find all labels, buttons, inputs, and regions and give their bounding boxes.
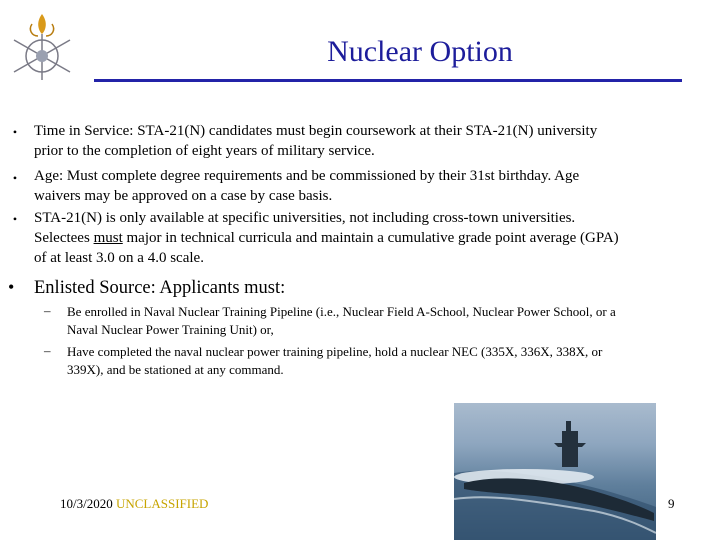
bullet-label: Age: <box>34 168 64 184</box>
bullet-text: prior to the completion of eight years of military service. <box>34 143 375 159</box>
classification-marking: UNCLASSIFIED <box>115 496 209 511</box>
bullet-text: Must complete degree requirements and be commissioned by their 31st birthday. Age <box>63 168 580 184</box>
bullet-text: Selectees <box>34 230 94 246</box>
bullet-marker: • <box>8 277 15 297</box>
slide-title: Nuclear Option <box>327 35 513 68</box>
bullet-text: major in technical curricula and maintain a cumulative grade point average (GPA) <box>122 230 619 246</box>
footer-date <box>60 495 208 513</box>
bullet-time-in-service <box>34 121 702 161</box>
bullet-universities <box>34 208 702 268</box>
dash-marker: – <box>44 303 51 318</box>
underlined-word: must <box>93 230 123 246</box>
bullet-text: STA-21(N) is only available at specific universities, not including cross-town universities. <box>34 210 576 226</box>
bullet-text: of at least 3.0 on a 4.0 scale. <box>34 250 204 266</box>
bullet-age <box>34 166 702 206</box>
bullet-label: Enlisted Source: <box>34 278 156 298</box>
subitem-text: 339X), and be stationed at any command. <box>67 362 284 377</box>
bullet-marker: • <box>12 125 18 139</box>
bullet-text: STA-21(N) candidates must begin coursework at their STA-21(N) university <box>133 123 598 139</box>
submarine-illustration <box>454 403 656 540</box>
bullet-text: waivers may be approved on a case by case basis. <box>34 188 333 204</box>
dash-marker: – <box>44 343 51 358</box>
footer-date-text: 10/3/2020 <box>60 496 113 511</box>
bullet-text: Applicants must: <box>155 278 286 298</box>
title-underline-rule <box>94 79 682 82</box>
page-number: 9 <box>668 496 675 511</box>
subitem-text: Naval Nuclear Power Training Unit) or, <box>67 322 274 337</box>
bullet-label: Time in Service: <box>34 123 134 139</box>
bullet-enlisted-source <box>34 277 694 299</box>
submarine-photo <box>454 403 656 540</box>
navy-emblem-logo <box>8 10 76 84</box>
subitem-text: Have completed the naval nuclear power training pipeline, hold a nuclear NEC (335X, 336X, 338X, or <box>67 344 603 359</box>
subitem-enrolled <box>67 303 707 339</box>
subitem-completed <box>67 343 707 379</box>
bullet-marker: • <box>12 212 18 226</box>
bullet-marker: • <box>12 171 18 185</box>
subitem-text: Be enrolled in Naval Nuclear Training Pipeline (i.e., Nuclear Field A-School, Nuclear Power School, or a <box>67 304 616 319</box>
